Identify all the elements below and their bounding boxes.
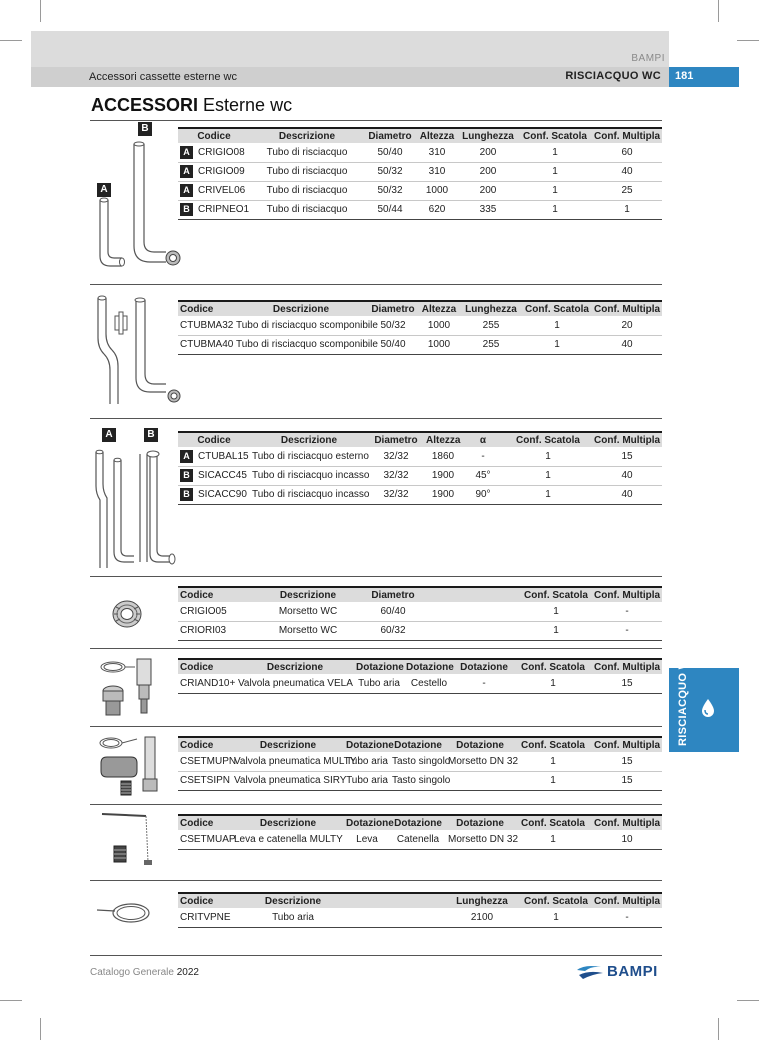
multi-qty: 15 xyxy=(592,752,662,771)
height: 620 xyxy=(416,200,458,219)
col-conf-scatola: Conf. Scatola xyxy=(518,128,592,143)
page-title xyxy=(91,95,292,116)
col-descrizione: Descrizione xyxy=(250,128,364,143)
col-descrizione: Descrizione xyxy=(250,432,368,447)
length: 200 xyxy=(458,162,518,181)
equipment-3: - xyxy=(454,674,514,693)
diameter: 50/32 xyxy=(364,181,416,200)
table-row xyxy=(178,162,662,181)
block-separator xyxy=(90,648,662,649)
page-title-rest: Esterne wc xyxy=(203,95,293,115)
product-description: Morsetto WC xyxy=(258,621,358,640)
diameter: 60/32 xyxy=(358,621,428,640)
col-dotazione: Dotazione xyxy=(404,659,454,674)
table-row xyxy=(178,485,662,504)
table-row xyxy=(178,752,662,771)
product-description: Tubo di risciacquo scomponibile xyxy=(234,335,368,354)
row-tag: A xyxy=(180,184,193,197)
length: 335 xyxy=(458,200,518,219)
product-code: CSETMUAP xyxy=(178,830,232,849)
col-conf-multipla: Conf. Multipla xyxy=(592,587,662,602)
col-conf-multipla: Conf. Multipla xyxy=(592,737,662,752)
box-qty: 1 xyxy=(518,162,592,181)
footer-catalog xyxy=(90,967,199,978)
product-code: CSETMUPN xyxy=(178,752,232,771)
equipment-3 xyxy=(446,771,514,790)
product-table xyxy=(178,658,662,694)
footer-divider xyxy=(90,955,662,956)
equipment-3: Morsetto DN 32 xyxy=(446,752,514,771)
table-row xyxy=(178,771,662,790)
col-codice: Codice xyxy=(178,815,232,830)
equipment-2: Tasto singolo xyxy=(390,771,446,790)
col-conf-scatola: Conf. Scatola xyxy=(504,432,592,447)
col-dotazione: Dotazione xyxy=(354,659,404,674)
clamp-illustration xyxy=(110,597,144,631)
col-altezza: Altezza xyxy=(418,301,460,316)
product-code: CRIGIO05 xyxy=(178,602,258,621)
bampi-logo-text: BAMPI xyxy=(607,963,658,980)
product-code: CRITVPNE xyxy=(178,908,238,927)
diameter: 50/32 xyxy=(364,162,416,181)
product-description: Tubo di risciacquo xyxy=(250,200,364,219)
row-tag: B xyxy=(180,488,193,501)
product-code: CRIGIO09 xyxy=(198,166,245,178)
col-dotazione: Dotazione xyxy=(390,737,446,752)
col-descrizione: Descrizione xyxy=(258,587,358,602)
col-alpha: α xyxy=(462,432,504,447)
multi-qty: 15 xyxy=(592,771,662,790)
product-code: CSETSIPN xyxy=(178,771,232,790)
figure-label-b: B xyxy=(144,428,158,442)
product-code: SICACC45 xyxy=(198,470,247,482)
row-tag: B xyxy=(180,203,193,216)
multi-qty: 15 xyxy=(592,447,662,466)
diameter: 32/32 xyxy=(368,447,424,466)
figure-label-b: B xyxy=(138,122,152,136)
col-conf-scatola: Conf. Scatola xyxy=(514,815,592,830)
product-code: CRIGIO08 xyxy=(198,146,245,158)
col-diametro: Diametro xyxy=(364,128,416,143)
row-tag: A xyxy=(180,146,193,159)
col-conf-multipla: Conf. Multipla xyxy=(592,893,662,908)
figure-label-a: A xyxy=(97,183,111,197)
height: 1000 xyxy=(418,335,460,354)
col-dotazione: Dotazione xyxy=(446,815,514,830)
product-description: Tubo di risciacquo incasso xyxy=(250,466,368,485)
product-description: Valvola pneumatica SIRY xyxy=(232,771,344,790)
product-code: CRIVEL06 xyxy=(198,185,246,197)
col-diametro: Diametro xyxy=(368,432,424,447)
box-qty: 1 xyxy=(514,752,592,771)
product-table xyxy=(178,586,662,641)
crop-mark xyxy=(40,1018,41,1040)
col-empty xyxy=(348,893,444,908)
block-separator xyxy=(90,120,662,121)
multi-qty: 40 xyxy=(592,466,662,485)
multi-qty: 40 xyxy=(592,162,662,181)
multi-qty: 25 xyxy=(592,181,662,200)
product-description: Valvola pneumatica MULTY xyxy=(232,752,344,771)
col-codice: Codice xyxy=(178,432,250,447)
product-code: CRIPNEO1 xyxy=(198,204,250,216)
product-description: Tubo di risciacquo xyxy=(250,181,364,200)
diameter: 50/32 xyxy=(368,316,418,335)
product-code: CTUBMA32 xyxy=(178,316,234,335)
air-tube-illustration xyxy=(95,898,155,928)
footer-catalog-label: Catalogo Generale xyxy=(90,967,174,978)
col-codice: Codice xyxy=(178,301,234,316)
col-conf-scatola: Conf. Scatola xyxy=(520,587,592,602)
diameter: 32/32 xyxy=(368,485,424,504)
product-table xyxy=(178,127,662,220)
box-qty: 1 xyxy=(504,466,592,485)
table-row xyxy=(178,200,662,219)
box-qty: 1 xyxy=(522,316,592,335)
crop-mark xyxy=(40,0,41,22)
product-table xyxy=(178,431,662,505)
table-row xyxy=(178,181,662,200)
col-descrizione: Descrizione xyxy=(232,815,344,830)
product-description: Tubo di risciacquo xyxy=(250,162,364,181)
height: 1000 xyxy=(416,181,458,200)
col-dotazione: Dotazione xyxy=(390,815,446,830)
col-diametro: Diametro xyxy=(358,587,428,602)
height: 310 xyxy=(416,143,458,162)
col-codice: Codice xyxy=(178,737,232,752)
header-brand: BAMPI xyxy=(631,53,665,64)
row-tag: B xyxy=(180,469,193,482)
diameter: 50/40 xyxy=(364,143,416,162)
product-code: CTUBAL15 xyxy=(198,450,249,462)
box-qty: 1 xyxy=(504,485,592,504)
angle: 45° xyxy=(462,466,504,485)
chapter-side-tab xyxy=(669,650,739,752)
box-qty: 1 xyxy=(522,335,592,354)
block-separator xyxy=(90,418,662,419)
diameter: 50/44 xyxy=(364,200,416,219)
flush-pipe-illustration xyxy=(92,138,184,274)
header-subline xyxy=(31,67,669,87)
col-dotazione: Dotazione xyxy=(344,815,390,830)
box-qty: 1 xyxy=(518,181,592,200)
box-qty: 1 xyxy=(520,621,592,640)
table-header xyxy=(178,737,662,752)
equipment-1: Tubo aria xyxy=(344,752,390,771)
box-qty: 1 xyxy=(504,447,592,466)
equipment-2: Tasto singolo xyxy=(390,752,446,771)
product-code: CRIORI03 xyxy=(178,621,258,640)
table-row xyxy=(178,621,662,640)
chapter-name: RISCIACQUO WC xyxy=(565,70,661,82)
product-description: Valvola pneumatica VELA xyxy=(236,674,354,693)
table-header xyxy=(178,301,662,316)
table-row xyxy=(178,908,662,927)
multi-qty: 10 xyxy=(592,830,662,849)
multi-qty: - xyxy=(592,602,662,621)
crop-mark xyxy=(737,40,759,41)
height: 1900 xyxy=(424,466,462,485)
height: 310 xyxy=(416,162,458,181)
figure-label-a: A xyxy=(102,428,116,442)
block-separator xyxy=(90,576,662,577)
col-codice: Codice xyxy=(178,587,258,602)
diameter: 32/32 xyxy=(368,466,424,485)
col-dotazione: Dotazione xyxy=(446,737,514,752)
col-descrizione: Descrizione xyxy=(236,659,354,674)
length: 255 xyxy=(460,335,522,354)
table-row xyxy=(178,316,662,335)
table-row xyxy=(178,447,662,466)
col-conf-multipla: Conf. Multipla xyxy=(592,659,662,674)
box-qty: 1 xyxy=(514,830,592,849)
col-altezza: Altezza xyxy=(416,128,458,143)
product-table xyxy=(178,300,662,355)
col-conf-multipla: Conf. Multipla xyxy=(592,815,662,830)
length: 200 xyxy=(458,143,518,162)
table-header xyxy=(178,815,662,830)
pneumatic-valve-multy-illustration xyxy=(93,733,165,799)
product-table xyxy=(178,736,662,791)
block-separator xyxy=(90,284,662,285)
side-tab-label: RISCIACQUO WC xyxy=(677,650,689,746)
sectional-pipe-illustration xyxy=(90,294,186,410)
table-row xyxy=(178,830,662,849)
box-qty: 1 xyxy=(518,143,592,162)
product-description: Tubo aria xyxy=(238,908,348,927)
table-row xyxy=(178,674,662,693)
multi-qty: 1 xyxy=(592,200,662,219)
crop-mark xyxy=(737,1000,759,1001)
col-descrizione: Descrizione xyxy=(232,737,344,752)
lever-chain-illustration xyxy=(98,810,158,870)
diameter: 60/40 xyxy=(358,602,428,621)
page-title-bold: ACCESSORI xyxy=(91,95,199,115)
height: 1860 xyxy=(424,447,462,466)
col-codice: Codice xyxy=(178,659,236,674)
product-description: Tubo di risciacquo scomponibile xyxy=(234,316,368,335)
row-tag: A xyxy=(180,165,193,178)
multi-qty: 15 xyxy=(592,674,662,693)
multi-qty: - xyxy=(592,621,662,640)
multi-qty: 40 xyxy=(592,335,662,354)
equipment-1: Tubo aria xyxy=(344,771,390,790)
col-lunghezza: Lunghezza xyxy=(458,128,518,143)
bampi-logo xyxy=(575,962,665,982)
multi-qty: 40 xyxy=(592,485,662,504)
angle: - xyxy=(462,447,504,466)
pneumatic-valve-vela-illustration xyxy=(95,655,165,721)
product-code: CTUBMA40 xyxy=(178,335,234,354)
equipment-2: Cestello xyxy=(404,674,454,693)
product-description: Morsetto WC xyxy=(258,602,358,621)
table-row xyxy=(178,466,662,485)
table-header xyxy=(178,587,662,602)
col-lunghezza: Lunghezza xyxy=(460,301,522,316)
product-code: SICACC90 xyxy=(198,489,247,501)
table-header xyxy=(178,893,662,908)
box-qty: 1 xyxy=(520,602,592,621)
col-descrizione: Descrizione xyxy=(234,301,368,316)
table-header xyxy=(178,128,662,143)
multi-qty: 20 xyxy=(592,316,662,335)
length: 2100 xyxy=(444,908,520,927)
col-conf-scatola: Conf. Scatola xyxy=(520,893,592,908)
footer-year: 2022 xyxy=(176,967,199,978)
multi-qty: - xyxy=(592,908,662,927)
box-qty: 1 xyxy=(514,771,592,790)
length: 255 xyxy=(460,316,522,335)
table-row xyxy=(178,143,662,162)
col-diametro: Diametro xyxy=(368,301,418,316)
col-codice: Codice xyxy=(178,128,250,143)
col-conf-scatola: Conf. Scatola xyxy=(514,659,592,674)
equipment-1: Leva xyxy=(344,830,390,849)
crop-mark xyxy=(0,1000,22,1001)
product-description: Tubo di risciacquo incasso xyxy=(250,485,368,504)
height: 1900 xyxy=(424,485,462,504)
equipment-2: Catenella xyxy=(390,830,446,849)
length: 200 xyxy=(458,181,518,200)
crop-mark xyxy=(0,40,22,41)
diameter: 50/40 xyxy=(368,335,418,354)
table-row xyxy=(178,335,662,354)
table-header xyxy=(178,659,662,674)
col-conf-multipla: Conf. Multipla xyxy=(592,432,662,447)
table-row xyxy=(178,602,662,621)
multi-qty: 60 xyxy=(592,143,662,162)
product-table xyxy=(178,814,662,850)
angle: 90° xyxy=(462,485,504,504)
equipment-1: Tubo aria xyxy=(354,674,404,693)
col-dotazione: Dotazione xyxy=(454,659,514,674)
box-qty: 1 xyxy=(518,200,592,219)
row-tag: A xyxy=(180,450,193,463)
bampi-logo-icon xyxy=(575,962,605,982)
height: 1000 xyxy=(418,316,460,335)
col-codice: Codice xyxy=(178,893,238,908)
product-description: Tubo di risciacquo esterno xyxy=(250,447,368,466)
equipment-3: Morsetto DN 32 xyxy=(446,830,514,849)
product-description: Leva e catenella MULTY xyxy=(232,830,344,849)
block-separator xyxy=(90,880,662,881)
col-altezza: Altezza xyxy=(424,432,462,447)
product-description: Tubo di risciacquo xyxy=(250,143,364,162)
col-dotazione: Dotazione xyxy=(344,737,390,752)
water-drop-icon xyxy=(699,698,717,723)
page-number: 181 xyxy=(669,67,739,87)
col-descrizione: Descrizione xyxy=(238,893,348,908)
col-conf-multipla: Conf. Multipla xyxy=(592,128,662,143)
col-lunghezza: Lunghezza xyxy=(444,893,520,908)
long-pipe-illustration xyxy=(90,446,186,572)
block-separator xyxy=(90,726,662,727)
section-name: Accessori cassette esterne wc xyxy=(89,71,237,83)
col-empty xyxy=(428,587,520,602)
product-table xyxy=(178,892,662,928)
col-conf-scatola: Conf. Scatola xyxy=(522,301,592,316)
col-conf-multipla: Conf. Multipla xyxy=(592,301,662,316)
crop-mark xyxy=(718,1018,719,1040)
table-header xyxy=(178,432,662,447)
box-qty: 1 xyxy=(520,908,592,927)
product-code: CRIAND10+ xyxy=(178,674,236,693)
col-conf-scatola: Conf. Scatola xyxy=(514,737,592,752)
box-qty: 1 xyxy=(514,674,592,693)
crop-mark xyxy=(718,0,719,22)
block-separator xyxy=(90,804,662,805)
